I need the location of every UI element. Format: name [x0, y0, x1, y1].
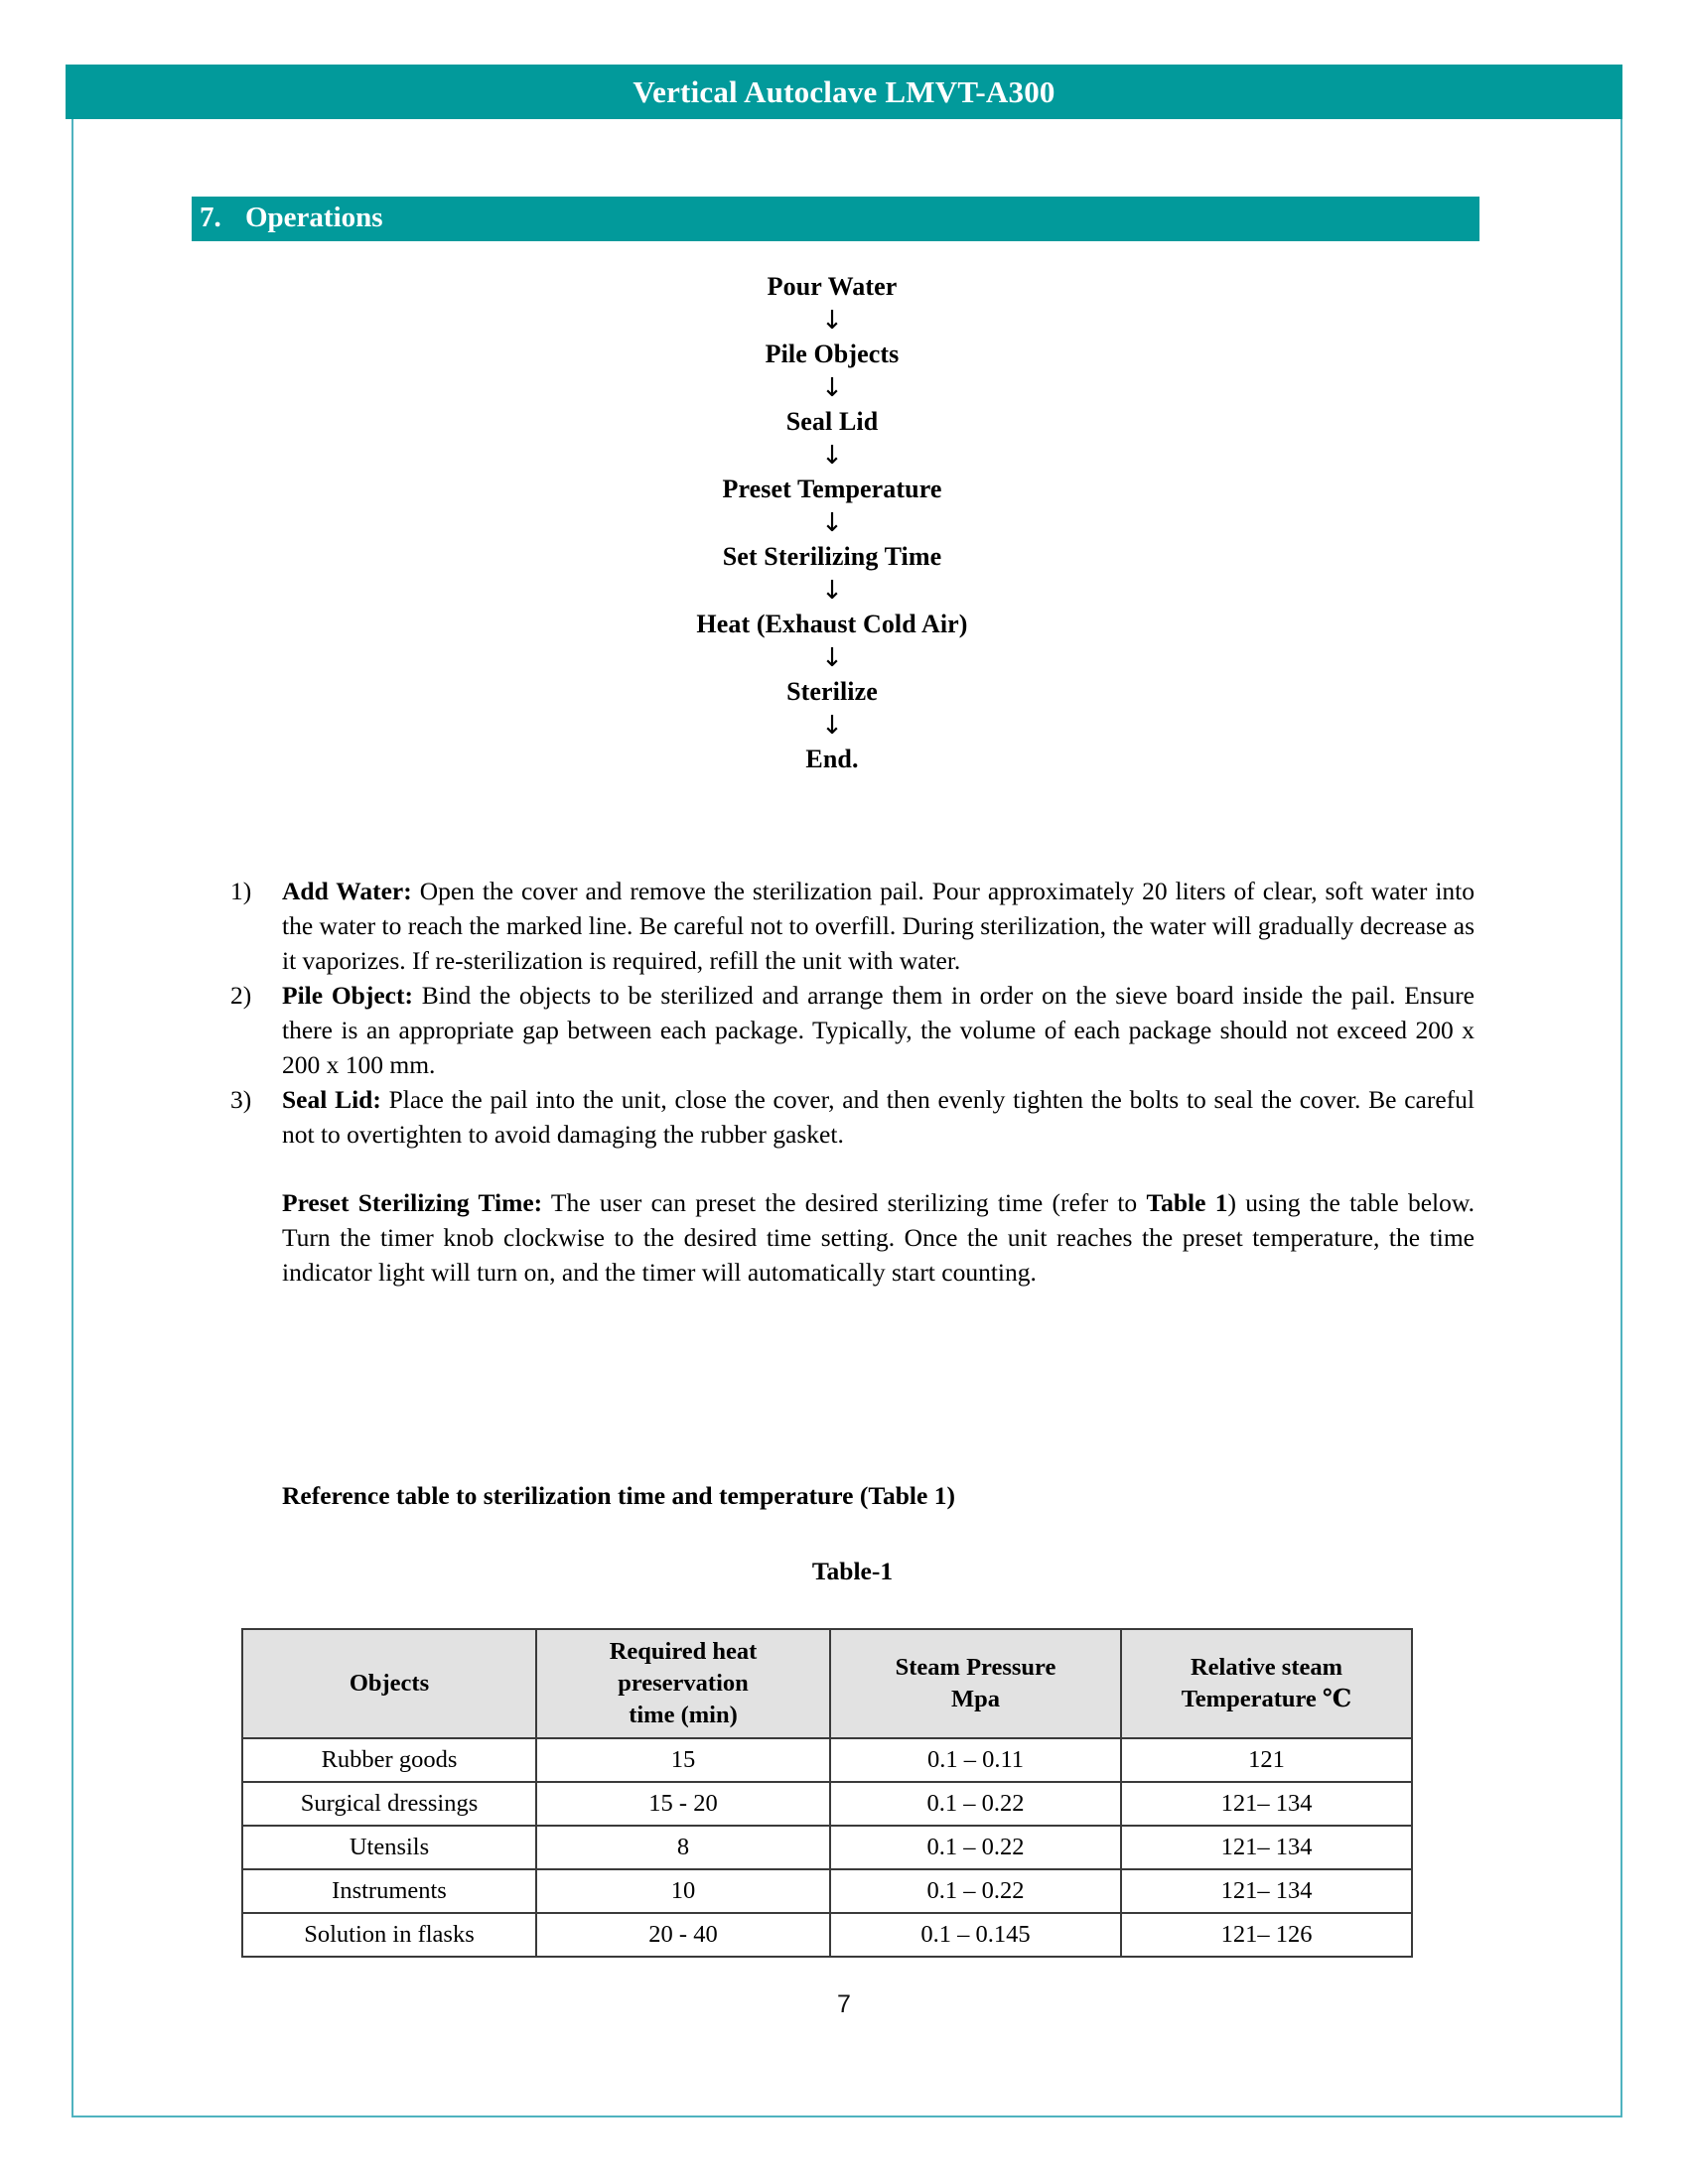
page-number: 7: [837, 1990, 851, 2018]
table-row: [242, 1738, 1412, 1782]
preset-paragraph-mid: The user can preset the desired sterilizing time (refer to: [542, 1188, 1147, 1217]
cell-pressure: 0.1 – 0.11: [830, 1738, 1121, 1782]
column-header-pressure: Steam Pressure Mpa: [830, 1629, 1121, 1738]
list-item-marker: 1): [230, 877, 252, 905]
cell-time: 10: [536, 1869, 830, 1913]
flow-step: Heat (Exhaust Cold Air): [696, 610, 968, 638]
table-row: [242, 1782, 1412, 1826]
document-title-bar: [66, 65, 1622, 119]
cell-temperature: 121– 126: [1121, 1913, 1412, 1957]
flow-step: Set Sterilizing Time: [722, 542, 942, 571]
column-header-temperature: Relative steam Temperature ℃: [1121, 1629, 1412, 1738]
flow-step: Seal Lid: [785, 407, 879, 436]
cell-pressure: 0.1 – 0.22: [830, 1782, 1121, 1826]
cell-object: Solution in flasks: [242, 1913, 536, 1957]
down-arrow-icon: ↓: [821, 576, 843, 606]
list-item-marker: 2): [230, 981, 252, 1010]
section-title: Operations: [245, 202, 383, 233]
cell-time: 20 - 40: [536, 1913, 830, 1957]
list-item-lead: Pile Object:: [282, 981, 413, 1010]
table-header-row: [242, 1629, 1412, 1738]
column-header-time: Required heat preservation time (min): [536, 1629, 830, 1738]
list-item-text: Place the pail into the unit, close the cover, and then evenly tighten the bolts to seal the cover. Be careful not to overtighten to avoid damaging the rubber gasket.: [282, 1085, 1475, 1149]
flow-step: Sterilize: [786, 677, 878, 706]
cell-time: 15 - 20: [536, 1782, 830, 1826]
cell-pressure: 0.1 – 0.22: [830, 1869, 1121, 1913]
table-row: [242, 1869, 1412, 1913]
list-item: [230, 874, 1475, 978]
down-arrow-icon: ↓: [821, 508, 843, 538]
operations-body: [230, 874, 1475, 1290]
cell-pressure: 0.1 – 0.145: [830, 1913, 1121, 1957]
cell-temperature: 121: [1121, 1738, 1412, 1782]
preset-paragraph-tail: ) using the table below. Turn the timer knob clockwise to the desired time setting. Once the unit reaches the preset temperature, the time indicator light will turn on, and the timer will automatically start counting.: [282, 1188, 1475, 1287]
cell-object: Instruments: [242, 1869, 536, 1913]
reference-table-heading: Reference table to sterilization time and temperature (Table 1): [282, 1481, 955, 1510]
cell-time: 15: [536, 1738, 830, 1782]
cell-temperature: 121– 134: [1121, 1826, 1412, 1869]
section-heading-bar: [192, 197, 1479, 241]
down-arrow-icon: ↓: [821, 306, 843, 336]
table-row: [242, 1826, 1412, 1869]
preset-paragraph-lead: Preset Sterilizing Time:: [282, 1188, 543, 1217]
down-arrow-icon: ↓: [821, 373, 843, 403]
cell-temperature: 121– 134: [1121, 1869, 1412, 1913]
section-number: 7.: [200, 202, 221, 233]
column-header-objects: Objects: [242, 1629, 536, 1738]
list-item-marker: 3): [230, 1085, 252, 1114]
list-item-lead: Add Water:: [282, 877, 412, 905]
down-arrow-icon: ↓: [821, 643, 843, 673]
operation-flowchart: [192, 270, 1473, 776]
preset-sterilizing-time-paragraph: [230, 1185, 1475, 1290]
cell-object: Surgical dressings: [242, 1782, 536, 1826]
table-row: [242, 1913, 1412, 1957]
cell-temperature: 121– 134: [1121, 1782, 1412, 1826]
down-arrow-icon: ↓: [821, 441, 843, 471]
table-caption: Table-1: [811, 1557, 894, 1585]
flow-step: Preset Temperature: [722, 475, 942, 503]
list-item-lead: Seal Lid:: [282, 1085, 381, 1114]
flow-step: End.: [805, 745, 859, 773]
list-item: [230, 1082, 1475, 1152]
down-arrow-icon: ↓: [821, 711, 843, 741]
flow-step: Pile Objects: [765, 340, 900, 368]
list-item-text: Open the cover and remove the sterilization pail. Pour approximately 20 liters of clear, soft water into the water to reach the marked line. Be careful not to overfill. During sterilization, the water will gradually decrease as it vaporizes. If re-sterilization is required, refill the unit with water.: [282, 877, 1475, 975]
flow-step: Pour Water: [767, 272, 898, 301]
numbered-step-list: [230, 874, 1475, 1152]
table-reference: Table 1: [1146, 1188, 1228, 1217]
cell-pressure: 0.1 – 0.22: [830, 1826, 1121, 1869]
cell-object: Utensils: [242, 1826, 536, 1869]
list-item-text: Bind the objects to be sterilized and arrange them in order on the sieve board inside the pail. Ensure there is an appropriate gap between each package. Typically, the volume of each package should not exceed 200 x 200 x 100 mm.: [282, 981, 1475, 1079]
document-title: Vertical Autoclave LMVT-A300: [633, 74, 1055, 109]
sterilization-reference-table: [241, 1628, 1413, 1958]
list-item: [230, 978, 1475, 1082]
cell-object: Rubber goods: [242, 1738, 536, 1782]
cell-time: 8: [536, 1826, 830, 1869]
paragraph-spacer: [230, 1152, 1475, 1185]
